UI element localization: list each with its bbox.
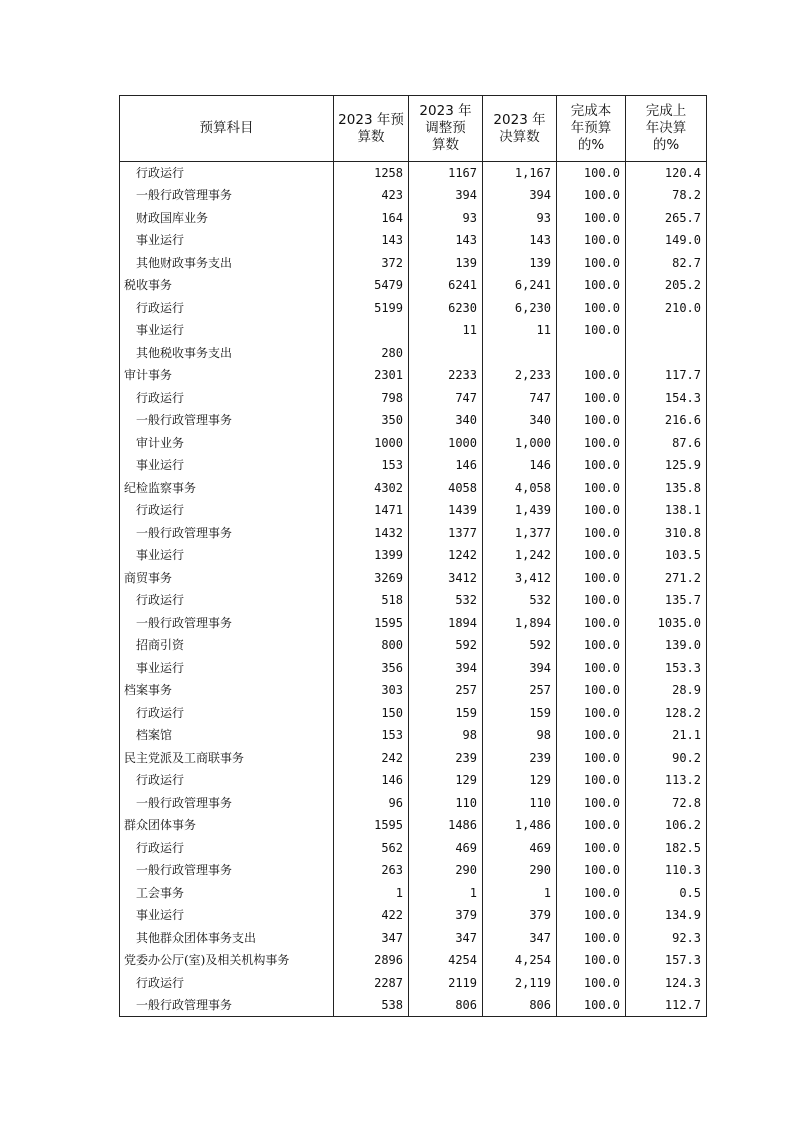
adjusted-budget-cell: 1167 [409, 162, 483, 185]
adjusted-budget-cell: 747 [409, 387, 483, 410]
final-account-cell: 1 [483, 882, 557, 905]
adjusted-budget-cell: 11 [409, 319, 483, 342]
pct-of-prev-year-cell: 216.6 [626, 409, 707, 432]
adjusted-budget-cell: 6241 [409, 274, 483, 297]
budget-amount-cell: 422 [334, 904, 409, 927]
table-row [120, 274, 707, 297]
pct-of-budget-cell: 100.0 [557, 814, 626, 837]
pct-of-prev-year-cell: 149.0 [626, 229, 707, 252]
header-budget-item: 预算科目 [120, 96, 334, 162]
adjusted-budget-cell: 110 [409, 792, 483, 815]
pct-of-prev-year-cell: 92.3 [626, 927, 707, 950]
pct-of-prev-year-cell: 87.6 [626, 432, 707, 455]
adjusted-budget-cell: 2119 [409, 972, 483, 995]
budget-amount-cell: 164 [334, 207, 409, 230]
budget-item-name: 行政运行 [120, 387, 334, 410]
final-account-cell: 6,241 [483, 274, 557, 297]
budget-item-name: 事业运行 [120, 904, 334, 927]
final-account-cell: 592 [483, 634, 557, 657]
pct-of-budget-cell: 100.0 [557, 207, 626, 230]
pct-of-budget-cell: 100.0 [557, 702, 626, 725]
pct-of-prev-year-cell: 153.3 [626, 657, 707, 680]
pct-of-budget-cell: 100.0 [557, 724, 626, 747]
pct-of-prev-year-cell: 125.9 [626, 454, 707, 477]
budget-item-name: 财政国库业务 [120, 207, 334, 230]
adjusted-budget-cell: 592 [409, 634, 483, 657]
budget-item-name: 其他税收事务支出 [120, 342, 334, 365]
table-row [120, 297, 707, 320]
budget-amount-cell [334, 319, 409, 342]
table-row [120, 319, 707, 342]
pct-of-budget-cell: 100.0 [557, 837, 626, 860]
final-account-cell: 379 [483, 904, 557, 927]
pct-of-prev-year-cell: 72.8 [626, 792, 707, 815]
budget-amount-cell: 4302 [334, 477, 409, 500]
budget-item-name: 其他群众团体事务支出 [120, 927, 334, 950]
table-row [120, 747, 707, 770]
header-pct-of-prev-year: 完成上 年决算 的% [626, 96, 707, 162]
final-account-cell: 11 [483, 319, 557, 342]
pct-of-prev-year-cell: 128.2 [626, 702, 707, 725]
budget-amount-cell: 146 [334, 769, 409, 792]
pct-of-prev-year-cell: 1035.0 [626, 612, 707, 635]
adjusted-budget-cell: 98 [409, 724, 483, 747]
final-account-cell: 129 [483, 769, 557, 792]
pct-of-budget-cell: 100.0 [557, 409, 626, 432]
budget-amount-cell: 538 [334, 994, 409, 1017]
pct-of-budget-cell: 100.0 [557, 904, 626, 927]
pct-of-prev-year-cell: 28.9 [626, 679, 707, 702]
budget-item-name: 其他财政事务支出 [120, 252, 334, 275]
final-account-cell: 110 [483, 792, 557, 815]
table-row [120, 769, 707, 792]
budget-item-name: 一般行政管理事务 [120, 612, 334, 635]
budget-item-name: 行政运行 [120, 837, 334, 860]
table-row [120, 522, 707, 545]
budget-amount-cell: 800 [334, 634, 409, 657]
final-account-cell: 2,233 [483, 364, 557, 387]
table-row [120, 364, 707, 387]
pct-of-prev-year-cell: 78.2 [626, 184, 707, 207]
final-account-cell: 1,167 [483, 162, 557, 185]
table-row [120, 454, 707, 477]
final-account-cell: 239 [483, 747, 557, 770]
budget-amount-cell: 2896 [334, 949, 409, 972]
adjusted-budget-cell: 257 [409, 679, 483, 702]
budget-amount-cell: 350 [334, 409, 409, 432]
adjusted-budget-cell: 532 [409, 589, 483, 612]
adjusted-budget-cell: 1000 [409, 432, 483, 455]
budget-item-name: 民主党派及工商联事务 [120, 747, 334, 770]
budget-amount-cell: 518 [334, 589, 409, 612]
table-row [120, 409, 707, 432]
adjusted-budget-cell: 290 [409, 859, 483, 882]
pct-of-prev-year-cell: 106.2 [626, 814, 707, 837]
table-row [120, 702, 707, 725]
pct-of-prev-year-cell: 134.9 [626, 904, 707, 927]
final-account-cell: 1,486 [483, 814, 557, 837]
table-row [120, 882, 707, 905]
pct-of-budget-cell: 100.0 [557, 634, 626, 657]
final-account-cell: 469 [483, 837, 557, 860]
pct-of-budget-cell: 100.0 [557, 387, 626, 410]
budget-amount-cell: 2301 [334, 364, 409, 387]
header-pct-of-budget: 完成本 年预算 的% [557, 96, 626, 162]
pct-of-prev-year-cell: 265.7 [626, 207, 707, 230]
adjusted-budget-cell: 6230 [409, 297, 483, 320]
final-account-cell: 3,412 [483, 567, 557, 590]
table-row [120, 724, 707, 747]
table-row [120, 387, 707, 410]
budget-amount-cell: 280 [334, 342, 409, 365]
pct-of-budget-cell: 100.0 [557, 927, 626, 950]
budget-item-name: 一般行政管理事务 [120, 859, 334, 882]
budget-amount-cell: 347 [334, 927, 409, 950]
final-account-cell: 1,439 [483, 499, 557, 522]
final-account-cell: 4,058 [483, 477, 557, 500]
budget-item-name: 行政运行 [120, 769, 334, 792]
pct-of-prev-year-cell: 138.1 [626, 499, 707, 522]
final-account-cell: 139 [483, 252, 557, 275]
pct-of-prev-year-cell: 117.7 [626, 364, 707, 387]
pct-of-prev-year-cell: 205.2 [626, 274, 707, 297]
budget-amount-cell: 1000 [334, 432, 409, 455]
adjusted-budget-cell: 1894 [409, 612, 483, 635]
budget-amount-cell: 798 [334, 387, 409, 410]
pct-of-budget-cell: 100.0 [557, 319, 626, 342]
budget-amount-cell: 153 [334, 724, 409, 747]
budget-item-name: 事业运行 [120, 454, 334, 477]
table-row [120, 162, 707, 185]
final-account-cell: 347 [483, 927, 557, 950]
budget-amount-cell: 1595 [334, 612, 409, 635]
pct-of-budget-cell: 100.0 [557, 882, 626, 905]
pct-of-prev-year-cell: 154.3 [626, 387, 707, 410]
final-account-cell: 2,119 [483, 972, 557, 995]
final-account-cell: 1,242 [483, 544, 557, 567]
pct-of-prev-year-cell: 90.2 [626, 747, 707, 770]
budget-item-name: 事业运行 [120, 319, 334, 342]
pct-of-budget-cell: 100.0 [557, 859, 626, 882]
budget-item-name: 一般行政管理事务 [120, 994, 334, 1017]
pct-of-budget-cell: 100.0 [557, 252, 626, 275]
pct-of-budget-cell: 100.0 [557, 229, 626, 252]
table-row [120, 342, 707, 365]
final-account-cell: 806 [483, 994, 557, 1017]
table-row [120, 499, 707, 522]
final-account-cell: 98 [483, 724, 557, 747]
table-row [120, 949, 707, 972]
pct-of-budget-cell: 100.0 [557, 972, 626, 995]
adjusted-budget-cell: 146 [409, 454, 483, 477]
pct-of-prev-year-cell [626, 342, 707, 365]
pct-of-prev-year-cell: 82.7 [626, 252, 707, 275]
budget-amount-cell: 562 [334, 837, 409, 860]
budget-item-name: 行政运行 [120, 162, 334, 185]
final-account-cell: 4,254 [483, 949, 557, 972]
pct-of-prev-year-cell: 271.2 [626, 567, 707, 590]
budget-amount-cell: 143 [334, 229, 409, 252]
pct-of-budget-cell: 100.0 [557, 567, 626, 590]
budget-amount-cell: 1432 [334, 522, 409, 545]
final-account-cell: 394 [483, 184, 557, 207]
budget-item-name: 档案馆 [120, 724, 334, 747]
adjusted-budget-cell: 3412 [409, 567, 483, 590]
final-account-cell: 93 [483, 207, 557, 230]
table-row [120, 679, 707, 702]
pct-of-budget-cell: 100.0 [557, 364, 626, 387]
adjusted-budget-cell: 394 [409, 657, 483, 680]
pct-of-prev-year-cell: 110.3 [626, 859, 707, 882]
table-row [120, 252, 707, 275]
adjusted-budget-cell: 1242 [409, 544, 483, 567]
budget-amount-cell: 423 [334, 184, 409, 207]
pct-of-budget-cell: 100.0 [557, 994, 626, 1017]
table-row [120, 184, 707, 207]
adjusted-budget-cell: 469 [409, 837, 483, 860]
pct-of-budget-cell: 100.0 [557, 454, 626, 477]
budget-item-name: 招商引资 [120, 634, 334, 657]
budget-item-name: 一般行政管理事务 [120, 522, 334, 545]
pct-of-prev-year-cell: 135.7 [626, 589, 707, 612]
adjusted-budget-cell: 340 [409, 409, 483, 432]
pct-of-budget-cell: 100.0 [557, 499, 626, 522]
budget-item-name: 行政运行 [120, 589, 334, 612]
pct-of-budget-cell [557, 342, 626, 365]
table-row [120, 837, 707, 860]
adjusted-budget-cell: 93 [409, 207, 483, 230]
budget-item-name: 商贸事务 [120, 567, 334, 590]
pct-of-budget-cell: 100.0 [557, 184, 626, 207]
pct-of-prev-year-cell: 182.5 [626, 837, 707, 860]
pct-of-prev-year-cell: 120.4 [626, 162, 707, 185]
table-row [120, 657, 707, 680]
table-row [120, 229, 707, 252]
budget-amount-cell: 263 [334, 859, 409, 882]
budget-item-name: 行政运行 [120, 297, 334, 320]
pct-of-budget-cell: 100.0 [557, 657, 626, 680]
budget-amount-cell: 96 [334, 792, 409, 815]
table-row [120, 207, 707, 230]
header-budget-amount: 2023 年预 算数 [334, 96, 409, 162]
budget-amount-cell: 1258 [334, 162, 409, 185]
pct-of-prev-year-cell [626, 319, 707, 342]
budget-item-name: 行政运行 [120, 499, 334, 522]
budget-amount-cell: 1 [334, 882, 409, 905]
adjusted-budget-cell: 1 [409, 882, 483, 905]
final-account-cell: 1,377 [483, 522, 557, 545]
final-account-cell: 6,230 [483, 297, 557, 320]
pct-of-budget-cell: 100.0 [557, 612, 626, 635]
pct-of-prev-year-cell: 310.8 [626, 522, 707, 545]
budget-item-name: 一般行政管理事务 [120, 409, 334, 432]
pct-of-budget-cell: 100.0 [557, 589, 626, 612]
budget-amount-cell: 2287 [334, 972, 409, 995]
adjusted-budget-cell: 239 [409, 747, 483, 770]
pct-of-budget-cell: 100.0 [557, 769, 626, 792]
table-row [120, 904, 707, 927]
final-account-cell: 1,000 [483, 432, 557, 455]
adjusted-budget-cell: 379 [409, 904, 483, 927]
table-header-row [120, 96, 707, 162]
pct-of-budget-cell: 100.0 [557, 522, 626, 545]
budget-item-name: 纪检监察事务 [120, 477, 334, 500]
pct-of-prev-year-cell: 113.2 [626, 769, 707, 792]
adjusted-budget-cell: 4254 [409, 949, 483, 972]
adjusted-budget-cell: 1377 [409, 522, 483, 545]
final-account-cell: 340 [483, 409, 557, 432]
adjusted-budget-cell: 159 [409, 702, 483, 725]
budget-item-name: 行政运行 [120, 702, 334, 725]
adjusted-budget-cell: 347 [409, 927, 483, 950]
final-account-cell: 146 [483, 454, 557, 477]
pct-of-budget-cell: 100.0 [557, 432, 626, 455]
adjusted-budget-cell: 139 [409, 252, 483, 275]
final-account-cell: 290 [483, 859, 557, 882]
budget-item-name: 事业运行 [120, 657, 334, 680]
table-row [120, 544, 707, 567]
pct-of-prev-year-cell: 157.3 [626, 949, 707, 972]
pct-of-budget-cell: 100.0 [557, 544, 626, 567]
final-account-cell: 532 [483, 589, 557, 612]
budget-amount-cell: 5199 [334, 297, 409, 320]
table-row [120, 814, 707, 837]
budget-item-name: 工会事务 [120, 882, 334, 905]
budget-amount-cell: 1471 [334, 499, 409, 522]
table-row [120, 634, 707, 657]
budget-amount-cell: 3269 [334, 567, 409, 590]
budget-item-name: 审计事务 [120, 364, 334, 387]
pct-of-budget-cell: 100.0 [557, 949, 626, 972]
table-row [120, 972, 707, 995]
pct-of-budget-cell: 100.0 [557, 297, 626, 320]
pct-of-budget-cell: 100.0 [557, 477, 626, 500]
budget-item-name: 党委办公厅(室)及相关机构事务 [120, 949, 334, 972]
budget-amount-cell: 1595 [334, 814, 409, 837]
table-row [120, 612, 707, 635]
adjusted-budget-cell: 2233 [409, 364, 483, 387]
pct-of-prev-year-cell: 21.1 [626, 724, 707, 747]
pct-of-prev-year-cell: 103.5 [626, 544, 707, 567]
adjusted-budget-cell: 1439 [409, 499, 483, 522]
pct-of-prev-year-cell: 0.5 [626, 882, 707, 905]
table-row [120, 792, 707, 815]
budget-amount-cell: 356 [334, 657, 409, 680]
pct-of-budget-cell: 100.0 [557, 162, 626, 185]
pct-of-prev-year-cell: 210.0 [626, 297, 707, 320]
adjusted-budget-cell: 143 [409, 229, 483, 252]
table-body [120, 162, 707, 1017]
pct-of-budget-cell: 100.0 [557, 274, 626, 297]
budget-item-name: 事业运行 [120, 544, 334, 567]
budget-item-name: 档案事务 [120, 679, 334, 702]
final-account-cell: 394 [483, 657, 557, 680]
budget-amount-cell: 150 [334, 702, 409, 725]
final-account-cell: 1,894 [483, 612, 557, 635]
budget-amount-cell: 1399 [334, 544, 409, 567]
table-row [120, 567, 707, 590]
pct-of-budget-cell: 100.0 [557, 747, 626, 770]
adjusted-budget-cell: 806 [409, 994, 483, 1017]
adjusted-budget-cell: 394 [409, 184, 483, 207]
header-adjusted-budget: 2023 年 调整预 算数 [409, 96, 483, 162]
final-account-cell: 143 [483, 229, 557, 252]
budget-item-name: 一般行政管理事务 [120, 184, 334, 207]
table-row [120, 859, 707, 882]
final-account-cell: 747 [483, 387, 557, 410]
pct-of-budget-cell: 100.0 [557, 792, 626, 815]
pct-of-prev-year-cell: 139.0 [626, 634, 707, 657]
final-account-cell: 257 [483, 679, 557, 702]
budget-amount-cell: 303 [334, 679, 409, 702]
pct-of-budget-cell: 100.0 [557, 679, 626, 702]
pct-of-prev-year-cell: 135.8 [626, 477, 707, 500]
budget-amount-cell: 153 [334, 454, 409, 477]
table-row [120, 927, 707, 950]
final-account-cell [483, 342, 557, 365]
budget-item-name: 一般行政管理事务 [120, 792, 334, 815]
pct-of-prev-year-cell: 124.3 [626, 972, 707, 995]
budget-item-name: 群众团体事务 [120, 814, 334, 837]
header-final-account: 2023 年 决算数 [483, 96, 557, 162]
table-row [120, 432, 707, 455]
table-row [120, 589, 707, 612]
budget-item-name: 行政运行 [120, 972, 334, 995]
pct-of-prev-year-cell: 112.7 [626, 994, 707, 1017]
table-row [120, 994, 707, 1017]
budget-amount-cell: 5479 [334, 274, 409, 297]
adjusted-budget-cell [409, 342, 483, 365]
budget-amount-cell: 372 [334, 252, 409, 275]
budget-table [119, 95, 707, 1017]
budget-item-name: 税收事务 [120, 274, 334, 297]
adjusted-budget-cell: 129 [409, 769, 483, 792]
budget-item-name: 事业运行 [120, 229, 334, 252]
budget-amount-cell: 242 [334, 747, 409, 770]
table-row [120, 477, 707, 500]
budget-item-name: 审计业务 [120, 432, 334, 455]
adjusted-budget-cell: 1486 [409, 814, 483, 837]
final-account-cell: 159 [483, 702, 557, 725]
adjusted-budget-cell: 4058 [409, 477, 483, 500]
